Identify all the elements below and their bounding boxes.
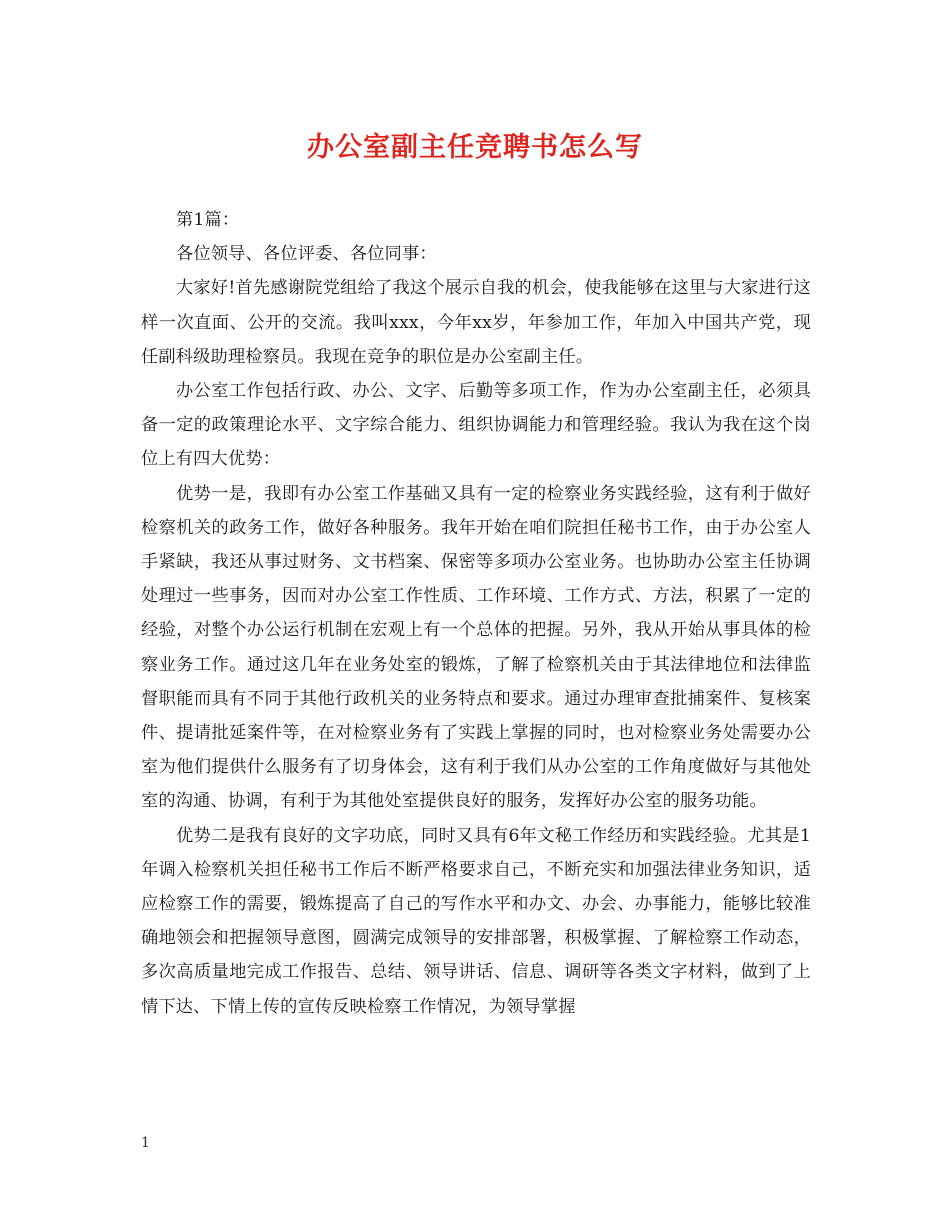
body-paragraph: 大家好!首先感谢院党组给了我这个展示自我的机会，使我能够在这里与大家进行这样一次直面、公开的交流。我叫xxx，今年xx岁，年参加工作，年加入中国共产党，现任副科级助理检察员。我现在竞争的职位是办公室副主任。 <box>141 278 811 367</box>
body-paragraph: 优势一是，我即有办公室工作基础又具有一定的检察业务实践经验，这有利于做好检察机关的政务工作，做好各种服务。我年开始在咱们院担任秘书工作，由于办公室人手紧缺，我还从事过财务、文书档案、保密等多项办公室业务。也协助办公室主任协调处理过一些事务，因而对办公室工作性质、工作环境、工作方式、方法，积累了一定的经验，对整个办公运行机制在宏观上有一个总体的把握。另外，我从开始从事具体的检察业务工作。通过这几年在业务处室的锻炼，了解了检察机关由于其法律地位和法律监督职能而具有不同于其他行政机关的业务特点和要求。通过办理审查批捕案件、复核案件、提请批延案件等，在对检察业务有了实践上掌握的同时，也对检察业务处需要办公室为他们提供什么服务有了切身体会，这有利于我们从办公室的工作角度做好与其他处室的沟通、协调，有利于为其他处室提供良好的服务，发挥好办公室的服务功能。 <box>141 483 811 812</box>
page-number: 1 <box>141 1135 150 1151</box>
salutation: 各位领导、各位评委、各位同事： <box>176 244 437 265</box>
document-body <box>141 203 811 1024</box>
body-paragraph: 办公室工作包括行政、办公、文字、后勤等多项工作，作为办公室副主任，必须具备一定的政策理论水平、文字综合能力、组织协调能力和管理经验。我认为我在这个岗位上有四大优势： <box>141 381 811 470</box>
document-title: 办公室副主任竞聘书怎么写 <box>307 132 643 163</box>
section-heading: 第1篇： <box>176 210 240 230</box>
body-paragraph: 优势二是我有良好的文字功底，同时又具有6年文秘工作经历和实践经验。尤其是1年调入检察机关担任秘书工作后不断严格要求自己，不断充实和加强法律业务知识，适应检察工作的需要，锻炼提高了自己的写作水平和办文、办会、办事能力，能够比较准确地领会和把握领导意图，圆满完成领导的安排部署，积极掌握、了解检察工作动态，多次高质量地完成工作报告、总结、领导讲话、信息、调研等各类文字材料，做到了上情下达、下情上传的宣传反映检察工作情况，为领导掌握 <box>141 825 811 1017</box>
